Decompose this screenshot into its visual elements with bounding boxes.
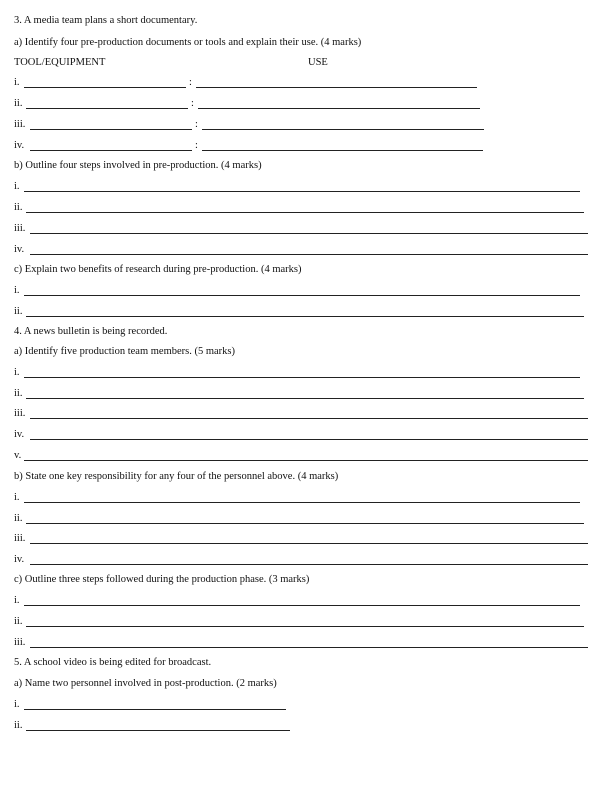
answer-line[interactable] — [24, 460, 588, 461]
q4a-prompt: a) Identify five production team members. (5 marks) — [14, 346, 236, 357]
answer-line[interactable] — [26, 523, 584, 524]
answer-line[interactable] — [24, 605, 580, 606]
row-label: iii. — [14, 223, 26, 234]
use-answer-line[interactable] — [202, 129, 484, 130]
row-label: i. — [14, 699, 20, 710]
tool-answer-line[interactable] — [30, 150, 192, 151]
row-label: iv. — [14, 140, 25, 151]
row-label: iii. — [14, 637, 26, 648]
q3c-prompt: c) Explain two benefits of research during pre-production. (4 marks) — [14, 264, 302, 275]
q4-title: 4. A news bulletin is being recorded. — [14, 326, 168, 337]
row-label: ii. — [14, 388, 23, 399]
tool-answer-line[interactable] — [26, 108, 188, 109]
row-label: i. — [14, 181, 20, 192]
row-label: i. — [14, 492, 20, 503]
row-label: ii. — [14, 513, 23, 524]
row-label: iv. — [14, 429, 25, 440]
answer-line[interactable] — [30, 439, 588, 440]
answer-line[interactable] — [30, 418, 588, 419]
row-label: ii. — [14, 720, 23, 731]
q5-title: 5. A school video is being edited for broadcast. — [14, 657, 212, 668]
answer-line[interactable] — [30, 254, 588, 255]
answer-line[interactable] — [24, 295, 580, 296]
row-label: v. — [14, 450, 22, 461]
answer-line[interactable] — [26, 212, 584, 213]
colon-separator: : — [191, 98, 194, 109]
row-label: i. — [14, 77, 20, 88]
q3b-prompt: b) Outline four steps involved in pre-production. (4 marks) — [14, 160, 262, 171]
answer-line[interactable] — [24, 502, 580, 503]
answer-line[interactable] — [30, 233, 588, 234]
answer-line[interactable] — [24, 191, 580, 192]
answer-line[interactable] — [26, 730, 290, 731]
answer-line[interactable] — [30, 564, 588, 565]
q3a-prompt: a) Identify four pre-production documents or tools and explain their use. (4 marks) — [14, 37, 362, 48]
row-label: iv. — [14, 554, 25, 565]
q5a-prompt: a) Name two personnel involved in post-production. (2 marks) — [14, 678, 277, 689]
row-label: iv. — [14, 244, 25, 255]
q4c-prompt: c) Outline three steps followed during the production phase. (3 marks) — [14, 574, 310, 585]
answer-line[interactable] — [30, 543, 588, 544]
q3-title: 3. A media team plans a short documentary. — [14, 15, 198, 26]
row-label: ii. — [14, 98, 23, 109]
row-label: iii. — [14, 119, 26, 130]
colon-separator: : — [189, 77, 192, 88]
row-label: iii. — [14, 533, 26, 544]
tool-answer-line[interactable] — [30, 129, 192, 130]
use-answer-line[interactable] — [202, 150, 483, 151]
row-label: ii. — [14, 616, 23, 627]
use-answer-line[interactable] — [198, 108, 480, 109]
tool-answer-line[interactable] — [24, 87, 186, 88]
row-label: iii. — [14, 408, 26, 419]
answer-line[interactable] — [26, 398, 584, 399]
answer-line[interactable] — [26, 316, 584, 317]
q4b-prompt: b) State one key responsibility for any four of the personnel above. (4 marks) — [14, 471, 339, 482]
row-label: ii. — [14, 202, 23, 213]
row-label: ii. — [14, 306, 23, 317]
row-label: i. — [14, 367, 20, 378]
answer-line[interactable] — [24, 377, 580, 378]
row-label: i. — [14, 595, 20, 606]
q3a-col-tool: TOOL/EQUIPMENT — [14, 57, 106, 68]
q3a-col-use: USE — [308, 57, 328, 68]
row-label: i. — [14, 285, 20, 296]
answer-line[interactable] — [24, 709, 286, 710]
answer-line[interactable] — [30, 647, 588, 648]
colon-separator: : — [195, 140, 198, 151]
answer-line[interactable] — [26, 626, 584, 627]
colon-separator: : — [195, 119, 198, 130]
use-answer-line[interactable] — [196, 87, 477, 88]
